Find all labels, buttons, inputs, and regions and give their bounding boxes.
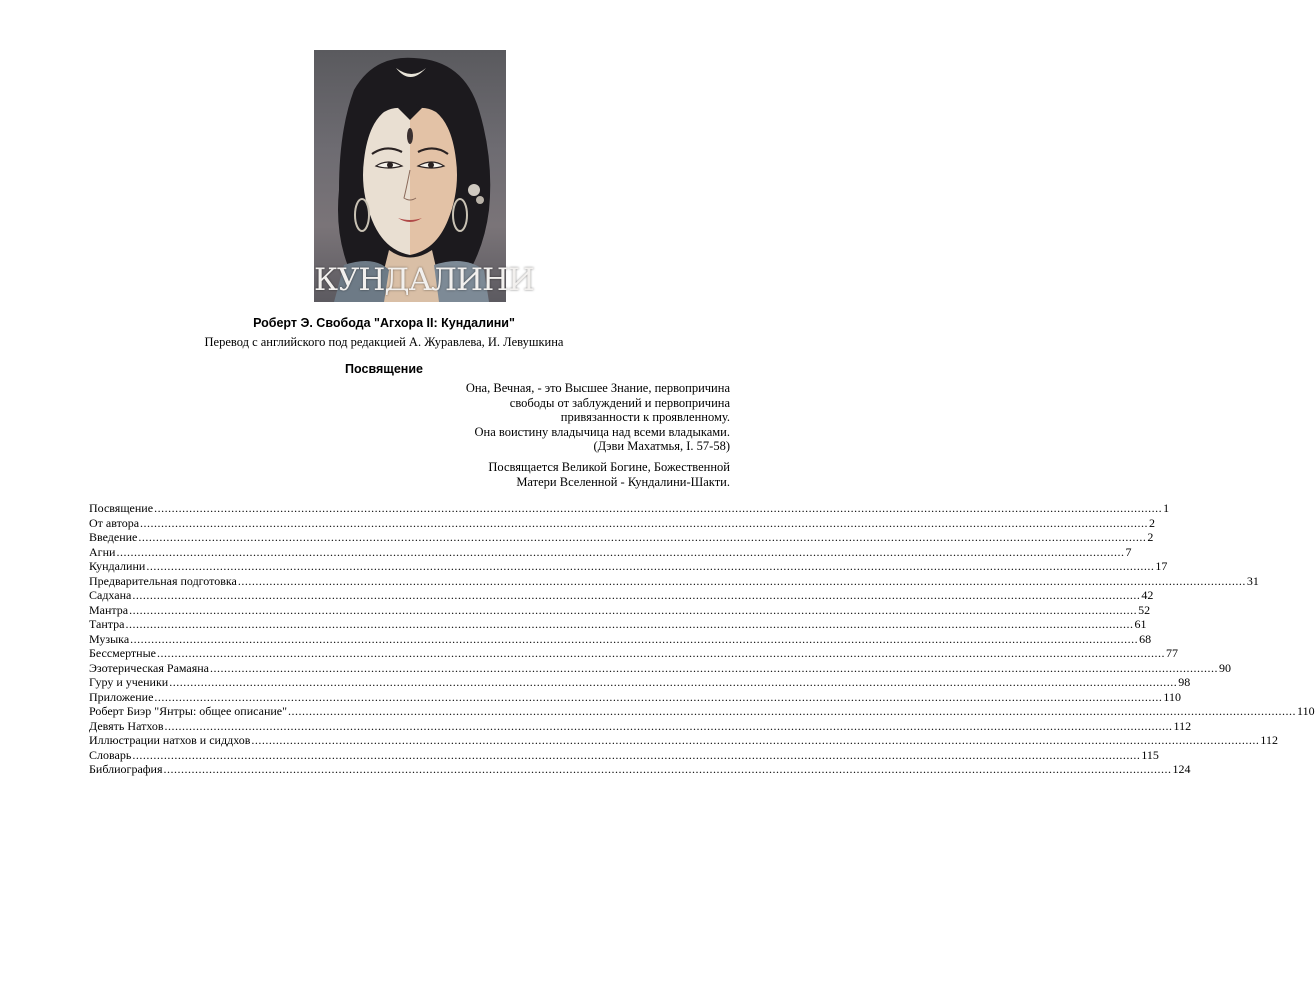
toc-dot-leader <box>154 501 1162 516</box>
toc-entry-page[interactable]: 68 <box>1139 631 1152 646</box>
toc-dot-leader <box>238 574 1246 589</box>
toc-entry-title[interactable]: Посвящение <box>89 501 154 515</box>
toc-entry-page[interactable]: 112 <box>1260 733 1278 747</box>
toc-entry-page[interactable]: 90 <box>1219 660 1232 675</box>
toc-dot-leader <box>154 690 1162 705</box>
toc-dot-leader <box>138 530 1146 545</box>
toc-dot-leader <box>132 748 1140 763</box>
toc-entry-title[interactable]: Мантра <box>89 602 129 617</box>
toc-entry[interactable] <box>89 501 1170 516</box>
toc-entry[interactable] <box>89 733 1278 748</box>
toc-entry-title[interactable]: Введение <box>89 530 138 544</box>
toc-entry-title[interactable]: Иллюстрации натхов и сиддхов <box>89 733 251 747</box>
toc-entry-page[interactable]: 115 <box>1141 747 1159 762</box>
toc-entry-page[interactable]: 110 <box>1163 689 1181 704</box>
toc-dot-leader <box>165 719 1173 734</box>
toc-entry[interactable] <box>89 617 1147 632</box>
toc-dot-leader <box>116 545 1124 560</box>
toc-entry[interactable] <box>89 559 1168 574</box>
toc-entry-page[interactable]: 77 <box>1165 646 1178 660</box>
toc-entry[interactable] <box>89 588 1154 603</box>
toc-entry-title[interactable]: Садхана <box>89 588 132 602</box>
toc-dot-leader <box>157 646 1165 661</box>
toc-dot-leader <box>146 559 1154 574</box>
dedication-line: Посвящается Великой Богине, Божественной <box>488 460 730 474</box>
toc-entry-title[interactable]: Роберт Биэр "Янтры: общее описание" <box>89 704 288 718</box>
book-cover-image <box>314 50 535 302</box>
toc-entry-title[interactable]: Бессмертные <box>89 646 156 660</box>
toc-entry-title[interactable]: Словарь <box>89 747 132 762</box>
toc-entry-page[interactable]: 61 <box>1134 617 1147 631</box>
toc-entry-title[interactable]: Агни <box>89 544 116 559</box>
toc-entry-title[interactable]: Предварительная подготовка <box>89 573 237 588</box>
toc-entry[interactable] <box>89 704 1315 719</box>
toc-dot-leader <box>210 661 1218 676</box>
table-of-contents <box>89 501 1315 777</box>
book-title: Роберт Э. Свобода "Агхора II: Кундалини" <box>253 316 515 330</box>
toc-entry[interactable] <box>89 675 1191 690</box>
toc-entry-title[interactable]: Эзотерическая Рамаяна <box>89 660 210 675</box>
dedication-heading: Посвящение <box>345 362 423 376</box>
toc-entry-title[interactable]: Девять Натхов <box>89 718 164 733</box>
epigraph-line: Она воистину владычица над всеми владыками. <box>474 424 730 439</box>
toc-entry-page[interactable]: 98 <box>1178 675 1191 689</box>
toc-entry[interactable] <box>89 646 1178 661</box>
toc-dot-leader <box>251 733 1259 748</box>
toc-entry[interactable] <box>89 544 1132 560</box>
toc-entry[interactable] <box>89 602 1151 618</box>
toc-dot-leader <box>129 603 1137 618</box>
toc-entry[interactable] <box>89 573 1259 589</box>
toc-entry[interactable] <box>89 689 1181 705</box>
toc-entry[interactable] <box>89 660 1232 676</box>
toc-entry[interactable] <box>89 747 1159 763</box>
toc-entry-title[interactable]: Кундалини <box>89 559 146 573</box>
epigraph-line: привязанности к проявленному. <box>560 410 730 424</box>
dedication-line: Матери Вселенной - Кундалини-Шакти. <box>516 474 730 489</box>
toc-entry-page[interactable]: 42 <box>1141 588 1154 602</box>
toc-entry[interactable] <box>89 530 1154 545</box>
dedication-text <box>488 460 730 489</box>
toc-dot-leader <box>164 762 1172 777</box>
toc-entry-page[interactable]: 2 <box>1147 530 1154 544</box>
toc-dot-leader <box>288 704 1296 719</box>
toc-entry-title[interactable]: От автора <box>89 515 140 530</box>
toc-dot-leader <box>132 588 1140 603</box>
toc-dot-leader <box>140 516 1148 531</box>
toc-entry[interactable] <box>89 515 1156 531</box>
toc-dot-leader <box>126 617 1134 632</box>
toc-entry-page[interactable]: 124 <box>1172 762 1191 776</box>
toc-entry-page[interactable]: 52 <box>1138 602 1151 617</box>
toc-entry[interactable] <box>89 631 1152 647</box>
toc-dot-leader <box>169 675 1177 690</box>
toc-entry[interactable] <box>89 718 1192 734</box>
toc-entry-page[interactable]: 1 <box>1163 501 1170 515</box>
epigraph-line: Она, Вечная, - это Высшее Знание, первопричина <box>465 381 730 395</box>
toc-entry-title[interactable]: Тантра <box>89 617 125 631</box>
toc-entry-page[interactable]: 2 <box>1149 515 1156 530</box>
toc-entry-title[interactable]: Библиография <box>89 762 163 776</box>
toc-entry-page[interactable]: 110 <box>1297 704 1315 718</box>
epigraph-line: свободы от заблуждений и первопричина <box>509 395 730 410</box>
toc-entry[interactable] <box>89 762 1191 777</box>
toc-entry-title[interactable]: Музыка <box>89 631 130 646</box>
toc-dot-leader <box>130 632 1138 647</box>
toc-entry-title[interactable]: Гуру и ученики <box>89 675 169 689</box>
epigraph <box>466 381 730 454</box>
toc-entry-title[interactable]: Приложение <box>89 689 154 704</box>
translation-credit: Перевод с английского под редакцией А. Журавлева, И. Левушкина <box>204 335 564 349</box>
toc-entry-page[interactable]: 112 <box>1173 718 1192 733</box>
cover-title: КУНДАЛИНИ <box>314 262 535 298</box>
epigraph-source: (Дэви Махатмья, I. 57-58) <box>593 439 730 453</box>
toc-entry-page[interactable]: 7 <box>1125 544 1132 559</box>
toc-entry-page[interactable]: 31 <box>1246 573 1259 588</box>
toc-entry-page[interactable]: 17 <box>1155 559 1168 573</box>
